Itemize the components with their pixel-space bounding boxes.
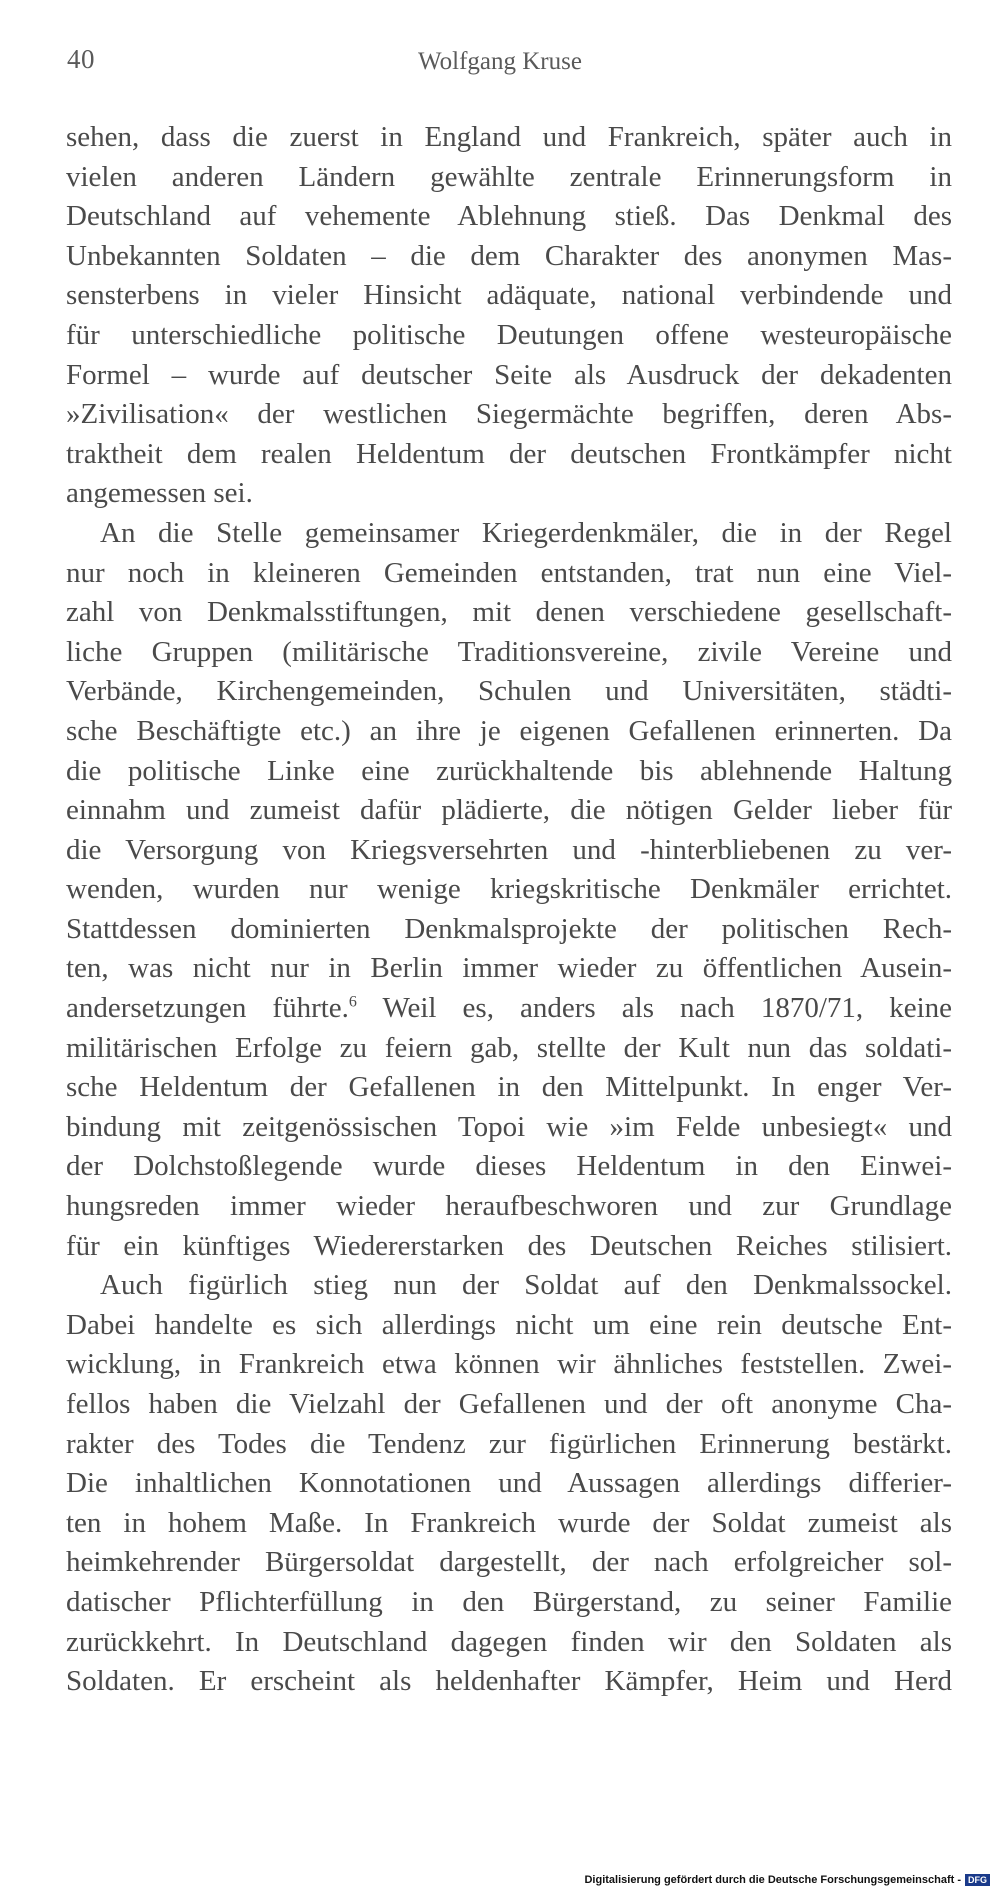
dfg-logo: DFG xyxy=(965,1874,990,1886)
text-line: für unterschiedliche politische Deutungen offene westeuropäische xyxy=(66,318,952,351)
text-line: bindung mit zeitgenössischen Topoi wie »im Felde unbesiegt« und xyxy=(66,1110,952,1143)
text-line: Dabei handelte es sich allerdings nicht um eine rein deutsche Ent- xyxy=(66,1308,952,1341)
body-text xyxy=(66,118,952,1702)
text-line: einnahm und zumeist dafür plädierte, die nötigen Gelder lieber für xyxy=(66,794,952,827)
text-line: sche Beschäftigte etc.) an ihre je eigenen Gefallenen erinnerten. Da xyxy=(66,714,952,747)
text-line: Deutschland auf vehemente Ablehnung stieß. Das Denkmal des xyxy=(66,200,952,233)
text-line: datischer Pflichterfüllung in den Bürgerstand, zu seiner Familie xyxy=(66,1585,952,1618)
text-line: An die Stelle gemeinsamer Kriegerdenkmäler, die in der Regel xyxy=(100,516,952,549)
text-line: »Zivilisation« der westlichen Siegermächte begriffen, deren Abs- xyxy=(66,398,952,431)
text-line: sensterbens in vieler Hinsicht adäquate, national verbindende und xyxy=(66,279,952,312)
text-line: nur noch in kleineren Gemeinden entstanden, trat nun eine Viel- xyxy=(66,556,952,589)
text-line: wenden, wurden nur wenige kriegskritische Denkmäler errichtet. xyxy=(66,873,952,906)
text-line: der Dolchstoßlegende wurde dieses Heldentum in den Einwei- xyxy=(66,1150,952,1183)
text-line: Formel – wurde auf deutscher Seite als Ausdruck der dekadenten xyxy=(66,358,952,391)
text-line: Unbekannten Soldaten – die dem Charakter des anonymen Mas- xyxy=(66,239,952,272)
text-line xyxy=(66,989,952,1029)
text-line: wicklung, in Frankreich etwa können wir ähnliches feststellen. Zwei- xyxy=(66,1348,952,1381)
page-number: 40 xyxy=(67,44,95,74)
text-line: angemessen sei. xyxy=(66,477,253,510)
footnote-reference[interactable]: 6 xyxy=(348,993,357,1011)
text-line: hungsreden immer wieder heraufbeschworen und zur Grundlage xyxy=(66,1190,952,1223)
text-line: fellos haben die Vielzahl der Gefallenen und der oft anonyme Cha- xyxy=(66,1388,952,1420)
text-line: die politische Linke eine zurückhaltende bis ablehnende Haltung xyxy=(66,754,952,787)
running-head: Wolfgang Kruse xyxy=(418,48,582,75)
text-line-tail: Weil es, anders als nach 1870/71, keine xyxy=(356,992,953,1025)
digitization-credit xyxy=(584,1874,990,1886)
text-line: militärischen Erfolge zu feiern gab, stellte der Kult nun das soldati- xyxy=(66,1031,952,1064)
text-line: sehen, dass die zuerst in England und Frankreich, später auch in xyxy=(66,121,952,153)
text-line: sche Heldentum der Gefallenen in den Mittelpunkt. In enger Ver- xyxy=(66,1071,952,1104)
text-line: rakter des Todes die Tendenz zur figürlichen Erinnerung bestärkt. xyxy=(66,1427,952,1460)
text-line: liche Gruppen (militärische Traditionsvereine, zivile Vereine und xyxy=(66,635,952,668)
text-line: Auch figürlich stieg nun der Soldat auf den Denkmalssockel. xyxy=(100,1269,952,1302)
text-line: Verbände, Kirchengemeinden, Schulen und Universitäten, städti- xyxy=(66,675,952,708)
text-line: Soldaten. Er erscheint als heldenhafter Kämpfer, Heim und Herd xyxy=(66,1665,952,1698)
text-line: für ein künftiges Wiedererstarken des Deutschen Reiches stilisiert. xyxy=(66,1229,952,1262)
text-line: traktheit dem realen Heldentum der deutschen Frontkämpfer nicht xyxy=(66,437,952,470)
text-line: ten in hohem Maße. In Frankreich wurde der Soldat zumeist als xyxy=(66,1506,952,1539)
text-line-head: andersetzungen führte. xyxy=(66,992,349,1025)
text-line: zurückkehrt. In Deutschland dagegen finden wir den Soldaten als xyxy=(66,1625,952,1658)
text-line: die Versorgung von Kriegsversehrten und -hinterbliebenen zu ver- xyxy=(66,833,952,866)
credit-text: Digitalisierung gefördert durch die Deutsche Forschungsgemeinschaft - xyxy=(584,1874,961,1886)
text-line: heimkehrender Bürgersoldat dargestellt, der nach erfolgreicher sol- xyxy=(66,1546,952,1579)
text-line: ten, was nicht nur in Berlin immer wieder zu öffentlichen Ausein- xyxy=(66,952,952,985)
text-line: vielen anderen Ländern gewählte zentrale Erinnerungsform in xyxy=(66,160,952,193)
text-line: zahl von Denkmalsstiftungen, mit denen verschiedene gesellschaft- xyxy=(66,596,952,629)
text-line: Stattdessen dominierten Denkmalsprojekte der politischen Rech- xyxy=(66,912,952,945)
text-line: Die inhaltlichen Konnotationen und Aussagen allerdings differier- xyxy=(66,1467,952,1500)
